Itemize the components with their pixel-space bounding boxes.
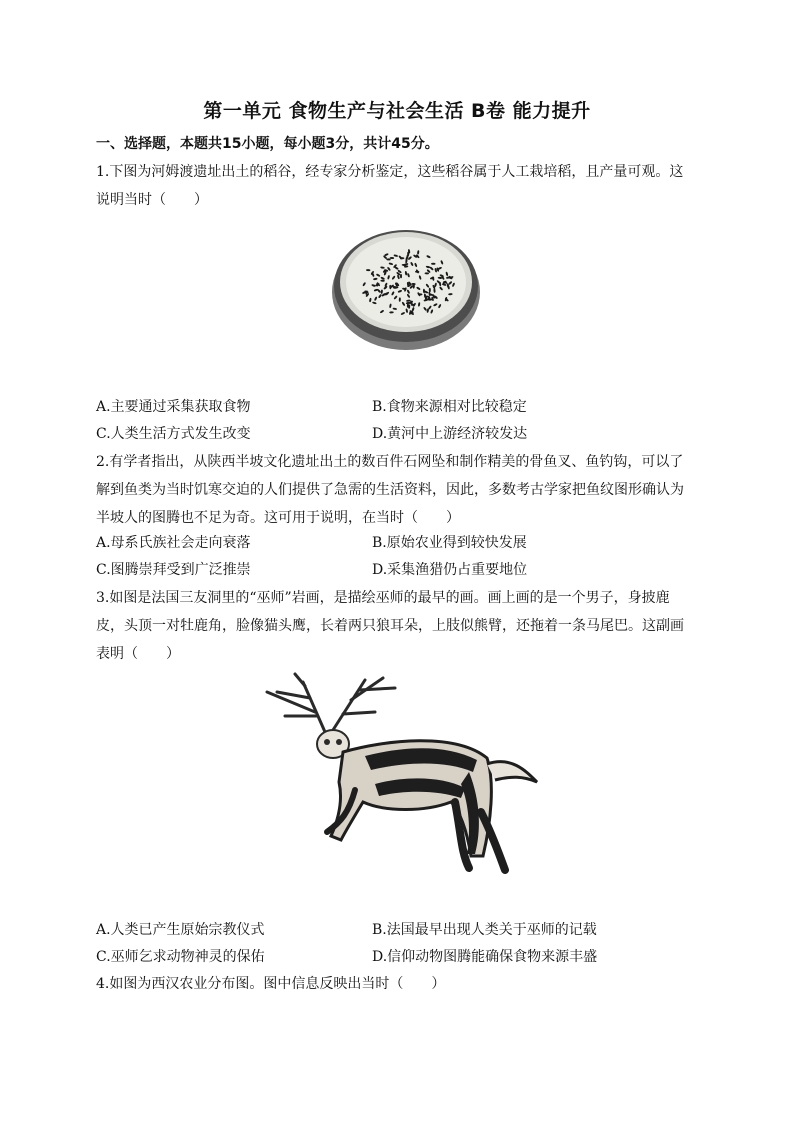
question-2-stem: 2.有学者指出，从陕西半坡文化遗址出土的数百件石网坠和制作精美的骨鱼叉、鱼钓钩，可以了解到鱼类为当时饥寒交迫的人们提供了急需的生活资料，因此，多数考古学家把鱼纹图形确认为半坡人的图腾也不足为奇。这可用于说明，在当时（ ） [96, 454, 684, 526]
rice-grain-bowl-image [328, 220, 484, 354]
option-c[interactable]: C.人类生活方式发生改变 [96, 426, 251, 442]
option-a[interactable]: A.母系氏族社会走向衰落 [96, 535, 251, 551]
page-title: 第一单元 食物生产与社会生活 B卷 能力提升 [203, 100, 591, 122]
option-d[interactable]: D.黄河中上游经济较发达 [372, 426, 528, 442]
question-1-stem: 1.下图为河姆渡遗址出土的稻谷，经专家分析鉴定，这些稻谷属于人工栽培稻，且产量可观。这说明当时（ ） [96, 164, 684, 208]
question-3-stem: 3.如图是法国三友洞里的“巫师”岩画，是描绘巫师的最早的画。画上画的是一个男子，身披鹿皮，头顶一对牡鹿角，脸像猫头鹰，长着两只狼耳朵，上肢似熊臂，还拖着一条马尾巴。这副画表明（ ） [96, 590, 684, 662]
section-heading: 一、选择题，本题共15小题，每小题3分，共计45分。 [96, 136, 439, 152]
option-d[interactable]: D.采集渔猎仍占重要地位 [372, 562, 528, 578]
option-a[interactable]: A.人类已产生原始宗教仪式 [96, 922, 265, 938]
question-2-options [96, 530, 696, 584]
question-4-stem: 4.如图为西汉农业分布图。图中信息反映出当时（ ） [96, 976, 446, 992]
question-1-options [96, 394, 696, 448]
sorcerer-cave-painting-image [255, 672, 545, 890]
option-d[interactable]: D.信仰动物图腾能确保食物来源丰盛 [372, 949, 598, 965]
option-b[interactable]: B.食物来源相对比较稳定 [372, 399, 527, 415]
option-b[interactable]: B.原始农业得到较快发展 [372, 535, 527, 551]
option-b[interactable]: B.法国最早出现人类关于巫师的记载 [372, 922, 597, 938]
question-3-options [96, 917, 696, 971]
option-c[interactable]: C.巫师乞求动物神灵的保佑 [96, 949, 265, 965]
option-a[interactable]: A.主要通过采集获取食物 [96, 399, 251, 415]
option-c[interactable]: C.图腾崇拜受到广泛推崇 [96, 562, 251, 578]
